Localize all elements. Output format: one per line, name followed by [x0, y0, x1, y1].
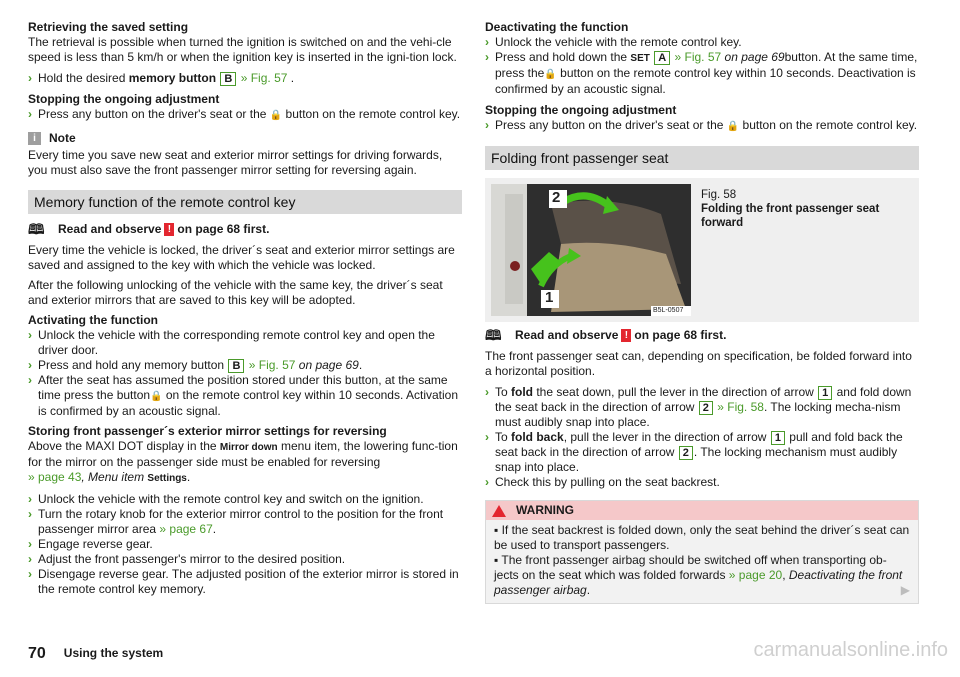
warning-box [485, 500, 919, 604]
fold-back-step: › To fold back, pull the lever in the direction of arrow 1 pull and fold back the seat back in the direction of arrow 2 . The locking mechanism must audibly snap into place. [485, 430, 903, 474]
storing-heading: Storing front passenger´s exterior mirror settings for reversing [28, 424, 387, 438]
seat-illustration [491, 184, 691, 316]
section-title-folding: Folding front passenger seat [485, 146, 919, 170]
fig-link[interactable]: » Fig. 57 [240, 71, 288, 85]
seat-figure [491, 184, 691, 316]
lock-icon: 🔒 [726, 121, 740, 132]
read-observe: 🕮 Read and observe ! on page 68 first. [485, 327, 727, 343]
store-step: › Unlock the vehicle with the remote control key and switch on the ignition. [28, 492, 424, 506]
chapter-title: Using the system [63, 646, 164, 660]
para2: After the following unlocking of the vehicle with the same key, the driver´s seat and exterior mirrors that are saved to this key will be adopted. [28, 278, 443, 307]
warning-item: ▪ If the seat backrest is folded down, only the seat behind the driver´s seat can be used to transport passengers. [494, 523, 910, 552]
retrieve-step: › Hold the desired memory button B » Fig. 57 . [28, 71, 295, 85]
fig-code: B5L-0507 [653, 307, 684, 314]
arrow-key-1: 1 [818, 386, 832, 400]
act-step: › Press and hold any memory button B » Fig. 57 on page 69. [28, 358, 363, 372]
fold-step: › To fold the seat down, pull the lever in the direction of arrow 1 and fold down the seat back in the direction of arrow 2 » Fig. 58. The locking mecha-nism must audibly snap into place. [485, 385, 912, 429]
bullet-icon: › [28, 107, 32, 121]
fig-link[interactable]: » Fig. 57 [248, 358, 296, 372]
check-step: › Check this by pulling on the seat backrest. [485, 475, 720, 489]
warning-body [486, 520, 918, 603]
page-link[interactable]: » page 67 [159, 522, 213, 536]
arrow-key-1: 1 [771, 431, 785, 445]
lock-icon: 🔒 [269, 110, 283, 121]
fig-label-1: 1 [545, 289, 554, 306]
set-key-a: A [654, 51, 670, 65]
warning-icon: ! [164, 223, 174, 236]
retrieve-text: The retrieval is possible when turned the ignition is switched on and the vehi-cle speed is less than 5 km/h or when the ignition key is inserted in the igni-tion lock. [28, 35, 457, 64]
page-link[interactable]: » page 43 [28, 470, 82, 484]
para1: Every time the vehicle is locked, the driver´s seat and exterior mirror settings are saved and assigned to the key with which the vehicle was locked. [28, 243, 455, 272]
read-observe: 🕮 Read and observe ! on page 68 first. [28, 221, 270, 237]
book-icon: 🕮 [485, 327, 502, 343]
stopping-heading: Stopping the ongoing adjustment [28, 92, 220, 106]
fig-label-2: 2 [552, 189, 561, 206]
lock-icon: 🔒 [150, 391, 163, 402]
store-step: › Adjust the front passenger's mirror to the desired position. [28, 552, 346, 566]
note-text: Every time you save new seat and exterior mirror settings for driving forwards, you must also save the front passenger mirror setting for reversing again. [28, 148, 443, 177]
act-step: › After the seat has assumed the position stored under this button, at the same time press the button🔒 on the remote control key within 10 seconds. Activation is confirmed by an acoustic signal. [28, 373, 459, 418]
deact-step: › Press and hold down the SET A » Fig. 57 on page 69button. At the same time, press the🔒 button on the remote control key within 10 seconds. Deactivation is confirmed by an acoustic signal. [485, 50, 918, 96]
warning-icon: ! [621, 329, 631, 342]
figure-58 [485, 178, 919, 322]
left-column [28, 20, 462, 597]
memory-key-b: B [220, 72, 236, 86]
store-step: › Turn the rotary knob for the exterior mirror control to the position for the front passenger mirror area » page 67. [28, 507, 444, 536]
warning-header: WARNING [486, 501, 918, 520]
retrieve-heading: Retrieving the saved setting [28, 20, 189, 34]
book-icon: 🕮 [28, 221, 45, 237]
page-number: 70 [28, 645, 46, 662]
store-step: › Disengage reverse gear. The adjusted position of the exterior mirror is stored in the remote control key memory. [28, 567, 459, 596]
right-column [485, 20, 919, 604]
fig-link[interactable]: » Fig. 57 [671, 50, 722, 64]
act-step: › Unlock the vehicle with the corresponding remote control key and open the driver door. [28, 328, 435, 357]
store-step: › Engage reverse gear. [28, 537, 153, 551]
info-icon: i [28, 132, 41, 145]
lock-icon: 🔒 [544, 69, 557, 80]
stopping-step: › Press any button on the driver's seat or the 🔒 button on the remote control key. [28, 107, 461, 121]
page-footer [28, 646, 163, 661]
fig-link[interactable]: » Fig. 58 [713, 400, 764, 414]
note-header: i Note [28, 131, 462, 146]
memory-key-b: B [228, 359, 244, 373]
arrow-key-2: 2 [699, 401, 713, 415]
deact-step: › Unlock the vehicle with the remote control key. [485, 35, 742, 49]
activating-heading: Activating the function [28, 313, 158, 327]
deact-heading: Deactivating the function [485, 20, 629, 34]
fold-para: The front passenger seat can, depending on specification, be folded forward into a horizontal position. [485, 349, 912, 378]
storing-text: Above the MAXI DOT display in the Mirror down menu item, the lowering func-tion for the mirror on the passenger side must be enabled for reversing » page 43, Menu item Settings. [28, 439, 458, 484]
continue-arrow-icon: ▶ [900, 583, 910, 597]
figure-caption: Fig. 58 Folding the front passenger seat forward [701, 189, 880, 229]
watermark: carmanualsonline.info [753, 639, 948, 661]
bullet-icon: › [28, 71, 32, 85]
stop-step: › Press any button on the driver's seat or the 🔒 button on the remote control key. [485, 118, 918, 132]
stop-heading: Stopping the ongoing adjustment [485, 103, 677, 117]
set-label: SET [630, 53, 650, 64]
warning-item: ▪ The front passenger airbag should be switched off when transporting ob-jects on the seat which was folded forwards » page 20, Deactivating the front passenger airbag. ▶ [494, 553, 910, 597]
warning-triangle-icon [492, 505, 506, 517]
section-title-memory: Memory function of the remote control key [28, 190, 462, 214]
arrow-key-2: 2 [679, 446, 693, 460]
page-link[interactable]: » page 20 [728, 568, 783, 582]
